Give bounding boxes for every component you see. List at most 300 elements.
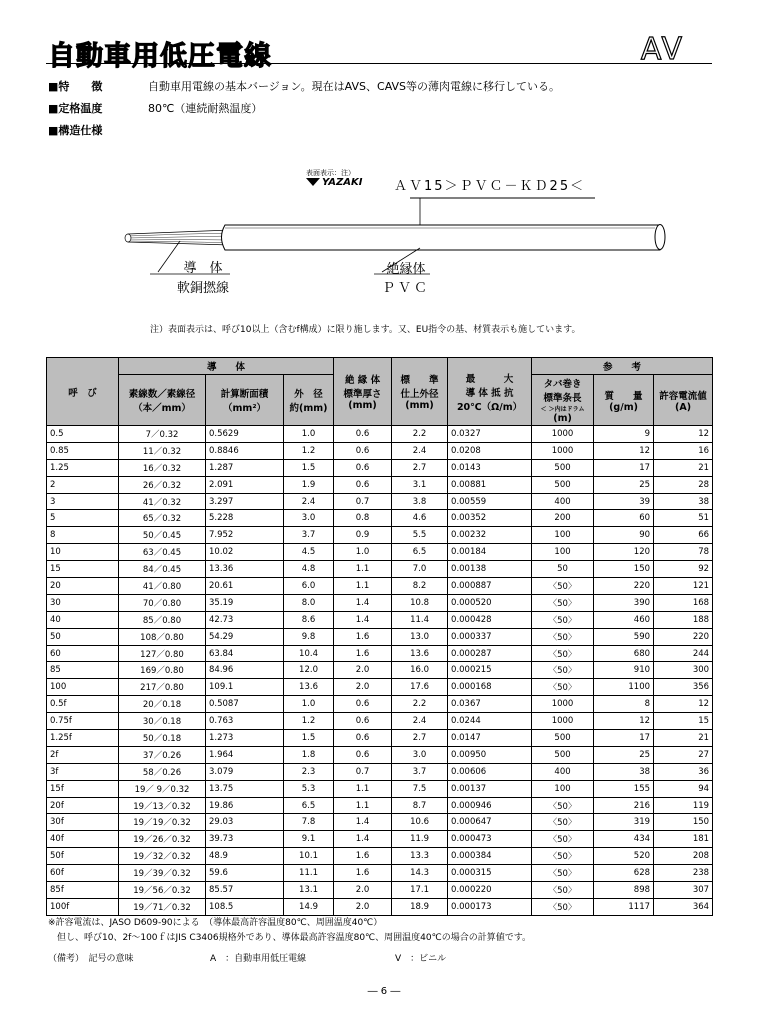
table-row bbox=[47, 645, 713, 662]
table-cell: 8.0 bbox=[284, 594, 334, 611]
insulation-label: 絶縁体 bbox=[386, 262, 426, 277]
table-cell: 35.19 bbox=[206, 594, 284, 611]
table-cell: 85.57 bbox=[206, 882, 284, 899]
table-cell: 〈50〉 bbox=[532, 865, 594, 882]
table-cell: 21 bbox=[654, 730, 713, 747]
table-row bbox=[47, 544, 713, 561]
table-cell: 2.4 bbox=[284, 493, 334, 510]
table-cell: 92 bbox=[654, 561, 713, 578]
table-cell: 2.0 bbox=[334, 898, 392, 915]
table-cell: 13.6 bbox=[284, 679, 334, 696]
table-cell: 1000 bbox=[532, 696, 594, 713]
table-cell: 1117 bbox=[594, 898, 654, 915]
table-cell: 0.6 bbox=[334, 746, 392, 763]
table-cell: 100 bbox=[532, 544, 594, 561]
header-finished-od: 標 準 仕上外径 (mm) bbox=[392, 358, 448, 426]
table-cell: 1.25f bbox=[47, 730, 119, 747]
table-cell: 0.6 bbox=[334, 713, 392, 730]
table-cell: 13.36 bbox=[206, 561, 284, 578]
yazaki-mark-icon bbox=[306, 178, 320, 186]
marking-label: 表面表示：注） bbox=[306, 169, 355, 177]
table-cell: 13.75 bbox=[206, 780, 284, 797]
table-cell: 1.4 bbox=[334, 594, 392, 611]
table-cell: 0.000473 bbox=[448, 831, 532, 848]
table-cell: 13.1 bbox=[284, 882, 334, 899]
table-row bbox=[47, 578, 713, 595]
table-row bbox=[47, 459, 713, 476]
table-cell: 0.00950 bbox=[448, 746, 532, 763]
table-cell: 0.5087 bbox=[206, 696, 284, 713]
table-cell: 1.6 bbox=[334, 848, 392, 865]
table-cell: 〈50〉 bbox=[532, 814, 594, 831]
table-row bbox=[47, 527, 713, 544]
table-cell: 1100 bbox=[594, 679, 654, 696]
structure-label: ■構造仕様 bbox=[48, 124, 103, 137]
table-cell: 3.297 bbox=[206, 493, 284, 510]
table-cell: 400 bbox=[532, 493, 594, 510]
table-cell: 680 bbox=[594, 645, 654, 662]
table-cell: 19／39／0.32 bbox=[119, 865, 206, 882]
table-cell: 2.0 bbox=[334, 882, 392, 899]
table-cell: 59.6 bbox=[206, 865, 284, 882]
table-cell: 58／0.26 bbox=[119, 763, 206, 780]
table-cell: 127／0.80 bbox=[119, 645, 206, 662]
table-cell: 48.9 bbox=[206, 848, 284, 865]
table-cell: 0.00881 bbox=[448, 476, 532, 493]
table-cell: 1.1 bbox=[334, 578, 392, 595]
table-cell: 1000 bbox=[532, 442, 594, 459]
table-cell: 2.4 bbox=[392, 442, 448, 459]
header-reference: 参 考 bbox=[532, 358, 713, 375]
table-cell: 19／19／0.32 bbox=[119, 814, 206, 831]
table-cell: 9.8 bbox=[284, 628, 334, 645]
table-row bbox=[47, 510, 713, 527]
table-cell: 30／0.18 bbox=[119, 713, 206, 730]
table-cell: 8.7 bbox=[392, 797, 448, 814]
table-cell: 0.6 bbox=[334, 426, 392, 443]
table-cell: 4.8 bbox=[284, 561, 334, 578]
table-row bbox=[47, 814, 713, 831]
table-cell: 0.6 bbox=[334, 730, 392, 747]
table-cell: 〈50〉 bbox=[532, 831, 594, 848]
table-cell: 0.0367 bbox=[448, 696, 532, 713]
table-cell: 1.1 bbox=[334, 797, 392, 814]
table-cell: 217／0.80 bbox=[119, 679, 206, 696]
table-cell: 30f bbox=[47, 814, 119, 831]
table-cell: 10.8 bbox=[392, 594, 448, 611]
table-cell: 18.9 bbox=[392, 898, 448, 915]
legend-v: V ：ビニル bbox=[395, 954, 447, 964]
table-cell: 0.6 bbox=[334, 459, 392, 476]
table-cell: 10.1 bbox=[284, 848, 334, 865]
table-cell: 36 bbox=[654, 763, 713, 780]
table-cell: 〈50〉 bbox=[532, 882, 594, 899]
table-cell: 1.2 bbox=[284, 713, 334, 730]
table-cell: 364 bbox=[654, 898, 713, 915]
table-cell: 20.61 bbox=[206, 578, 284, 595]
table-row bbox=[47, 780, 713, 797]
marking-note: 注）表面表示は、呼び10以上（含むf構成）に限り施します。又、EU指令の基、材質表示も施しています。 bbox=[150, 325, 581, 335]
table-cell: 7.8 bbox=[284, 814, 334, 831]
footnote-exception: 但し、呼び10、2f～100ｆはJIS C3406規格外であり、導体最高許容温度80℃、周囲温度40℃の場合の計算値です。 bbox=[48, 933, 531, 943]
table-row bbox=[47, 442, 713, 459]
table-cell: 0.763 bbox=[206, 713, 284, 730]
table-cell: 60 bbox=[47, 645, 119, 662]
table-cell: 70／0.80 bbox=[119, 594, 206, 611]
table-cell: 5.228 bbox=[206, 510, 284, 527]
table-cell: 100f bbox=[47, 898, 119, 915]
table-cell: 50 bbox=[532, 561, 594, 578]
table-row bbox=[47, 848, 713, 865]
table-cell: 2.0 bbox=[334, 679, 392, 696]
table-cell: 168 bbox=[654, 594, 713, 611]
table-cell: 25 bbox=[594, 746, 654, 763]
table-cell: 12 bbox=[654, 426, 713, 443]
table-cell: 12 bbox=[654, 696, 713, 713]
table-cell: 1.273 bbox=[206, 730, 284, 747]
table-cell: 27 bbox=[654, 746, 713, 763]
table-cell: 3.8 bbox=[392, 493, 448, 510]
table-cell: 5.5 bbox=[392, 527, 448, 544]
table-cell: 1.1 bbox=[334, 780, 392, 797]
table-cell: 〈50〉 bbox=[532, 645, 594, 662]
rated-temp-value: 80℃（連続耐熱温度） bbox=[148, 102, 263, 115]
table-cell: 〈50〉 bbox=[532, 628, 594, 645]
table-cell: 7.0 bbox=[392, 561, 448, 578]
table-cell: 〈50〉 bbox=[532, 898, 594, 915]
table-cell: 0.00559 bbox=[448, 493, 532, 510]
table-cell: 0.000337 bbox=[448, 628, 532, 645]
table-cell: 〈50〉 bbox=[532, 662, 594, 679]
table-cell: 1.0 bbox=[334, 544, 392, 561]
table-cell: 60 bbox=[594, 510, 654, 527]
feature-value: 自動車用電線の基本バージョン。現在はAVS、CAVS等の薄肉電線に移行している。 bbox=[148, 80, 561, 93]
table-cell: 188 bbox=[654, 611, 713, 628]
header-length: タバ巻き 標準条長 ＜ ＞内はドラム (m) bbox=[532, 375, 594, 426]
table-row bbox=[47, 679, 713, 696]
table-cell: 400 bbox=[532, 763, 594, 780]
table-cell: 11.9 bbox=[392, 831, 448, 848]
table-cell: 〈50〉 bbox=[532, 578, 594, 595]
conductor-type: 軟銅撚線 bbox=[176, 281, 229, 296]
rated-temp-label: ■定格温度 bbox=[48, 102, 103, 115]
table-cell: 0.0244 bbox=[448, 713, 532, 730]
table-cell: 7.952 bbox=[206, 527, 284, 544]
table-row bbox=[47, 882, 713, 899]
table-cell: 38 bbox=[654, 493, 713, 510]
table-cell: 1.0 bbox=[284, 426, 334, 443]
table-cell: 2.3 bbox=[284, 763, 334, 780]
table-row bbox=[47, 594, 713, 611]
page-number: ― 6 ― bbox=[367, 986, 401, 997]
table-cell: 0.000384 bbox=[448, 848, 532, 865]
table-cell: 〈50〉 bbox=[532, 594, 594, 611]
table-cell: 108／0.80 bbox=[119, 628, 206, 645]
table-cell: 50／0.18 bbox=[119, 730, 206, 747]
table-cell: 〈50〉 bbox=[532, 611, 594, 628]
table-cell: 0.000220 bbox=[448, 882, 532, 899]
table-cell: 〈50〉 bbox=[532, 797, 594, 814]
header-insulation: 絶 縁 体 標準厚さ (mm) bbox=[334, 358, 392, 426]
legend-label: （備考） 記号の意味 bbox=[48, 954, 134, 964]
table-cell: 50／0.45 bbox=[119, 527, 206, 544]
table-cell: 1.8 bbox=[284, 746, 334, 763]
table-cell: 15f bbox=[47, 780, 119, 797]
table-cell: 500 bbox=[532, 476, 594, 493]
table-cell: 19／ 9／0.32 bbox=[119, 780, 206, 797]
table-cell: 3.079 bbox=[206, 763, 284, 780]
table-cell: 0.5f bbox=[47, 696, 119, 713]
table-cell: 0.0208 bbox=[448, 442, 532, 459]
table-cell: 1.4 bbox=[334, 611, 392, 628]
table-cell: 10 bbox=[47, 544, 119, 561]
table-row bbox=[47, 696, 713, 713]
table-cell: 3.7 bbox=[284, 527, 334, 544]
table-cell: 41／0.80 bbox=[119, 578, 206, 595]
table-cell: 0.0143 bbox=[448, 459, 532, 476]
table-cell: 11.1 bbox=[284, 865, 334, 882]
table-cell: 41／0.32 bbox=[119, 493, 206, 510]
table-cell: 500 bbox=[532, 459, 594, 476]
table-cell: 3 bbox=[47, 493, 119, 510]
table-cell: 2 bbox=[47, 476, 119, 493]
feature-label: ■特 徴 bbox=[48, 80, 103, 93]
table-cell: 39.73 bbox=[206, 831, 284, 848]
table-cell: 0.0327 bbox=[448, 426, 532, 443]
table-cell: 0.000520 bbox=[448, 594, 532, 611]
table-cell: 0.00352 bbox=[448, 510, 532, 527]
table-cell: 19／32／0.32 bbox=[119, 848, 206, 865]
table-cell: 0.000428 bbox=[448, 611, 532, 628]
table-cell: 50 bbox=[47, 628, 119, 645]
table-cell: 121 bbox=[654, 578, 713, 595]
table-cell: 181 bbox=[654, 831, 713, 848]
table-cell: 520 bbox=[594, 848, 654, 865]
table-cell: 0.6 bbox=[334, 476, 392, 493]
table-cell: 1.964 bbox=[206, 746, 284, 763]
table-cell: 0.00184 bbox=[448, 544, 532, 561]
table-row bbox=[47, 713, 713, 730]
table-cell: 120 bbox=[594, 544, 654, 561]
table-cell: 94 bbox=[654, 780, 713, 797]
table-cell: 1.4 bbox=[334, 814, 392, 831]
table-row bbox=[47, 730, 713, 747]
table-cell: 590 bbox=[594, 628, 654, 645]
table-cell: 66 bbox=[654, 527, 713, 544]
table-row bbox=[47, 493, 713, 510]
table-cell: 9 bbox=[594, 426, 654, 443]
table-cell: 5 bbox=[47, 510, 119, 527]
table-cell: 4.5 bbox=[284, 544, 334, 561]
table-cell: 0.75f bbox=[47, 713, 119, 730]
table-cell: 220 bbox=[654, 628, 713, 645]
table-cell: 0.000287 bbox=[448, 645, 532, 662]
table-cell: 0.000315 bbox=[448, 865, 532, 882]
table-cell: 13.3 bbox=[392, 848, 448, 865]
table-cell: 6.0 bbox=[284, 578, 334, 595]
table-cell: 4.6 bbox=[392, 510, 448, 527]
table-cell: 3f bbox=[47, 763, 119, 780]
table-row bbox=[47, 746, 713, 763]
table-cell: 17 bbox=[594, 730, 654, 747]
product-code: AV bbox=[640, 32, 684, 67]
table-cell: 12 bbox=[594, 442, 654, 459]
table-cell: 30 bbox=[47, 594, 119, 611]
table-cell: 100 bbox=[532, 780, 594, 797]
table-cell: 39 bbox=[594, 493, 654, 510]
table-row bbox=[47, 611, 713, 628]
table-cell: 119 bbox=[654, 797, 713, 814]
table-cell: 37／0.26 bbox=[119, 746, 206, 763]
header-resistance: 最 大 導 体 抵 抗 20℃（Ω/m） bbox=[448, 358, 532, 426]
table-cell: 2.7 bbox=[392, 459, 448, 476]
table-cell: 63.84 bbox=[206, 645, 284, 662]
table-cell: 0.000647 bbox=[448, 814, 532, 831]
table-cell: 60f bbox=[47, 865, 119, 882]
table-cell: 2.2 bbox=[392, 696, 448, 713]
title-rule bbox=[46, 63, 712, 64]
table-cell: 17.1 bbox=[392, 882, 448, 899]
table-cell: 0.00137 bbox=[448, 780, 532, 797]
table-cell: 100 bbox=[532, 527, 594, 544]
table-cell: 8 bbox=[47, 527, 119, 544]
table-cell: 0.000946 bbox=[448, 797, 532, 814]
table-cell: 0.7 bbox=[334, 493, 392, 510]
table-cell: 0.5629 bbox=[206, 426, 284, 443]
table-cell: 2f bbox=[47, 746, 119, 763]
table-cell: 0.00232 bbox=[448, 527, 532, 544]
table-cell: 84.96 bbox=[206, 662, 284, 679]
table-cell: 20f bbox=[47, 797, 119, 814]
header-od: 外 径 約(mm) bbox=[284, 375, 334, 426]
table-cell: 19／56／0.32 bbox=[119, 882, 206, 899]
header-strands: 素線数／素線径 （本／mm） bbox=[119, 375, 206, 426]
table-cell: 1.6 bbox=[334, 628, 392, 645]
table-cell: 6.5 bbox=[284, 797, 334, 814]
table-cell: 169／0.80 bbox=[119, 662, 206, 679]
table-cell: 1000 bbox=[532, 713, 594, 730]
table-cell: 0.6 bbox=[334, 696, 392, 713]
table-cell: 84／0.45 bbox=[119, 561, 206, 578]
table-cell: 1.6 bbox=[334, 645, 392, 662]
table-cell: 50f bbox=[47, 848, 119, 865]
table-cell: 500 bbox=[532, 730, 594, 747]
table-cell: 0.00138 bbox=[448, 561, 532, 578]
table-cell: 42.73 bbox=[206, 611, 284, 628]
table-cell: 9.1 bbox=[284, 831, 334, 848]
table-cell: 63／0.45 bbox=[119, 544, 206, 561]
table-cell: 238 bbox=[654, 865, 713, 882]
table-cell: 1000 bbox=[532, 426, 594, 443]
table-cell: 28 bbox=[654, 476, 713, 493]
table-cell: 85f bbox=[47, 882, 119, 899]
table-cell: 19／71／0.32 bbox=[119, 898, 206, 915]
table-row bbox=[47, 797, 713, 814]
table-cell: 460 bbox=[594, 611, 654, 628]
table-cell: 1.0 bbox=[284, 696, 334, 713]
header-current: 許容電流値 (A) bbox=[654, 375, 713, 426]
table-cell: 0.9 bbox=[334, 527, 392, 544]
table-cell: 54.29 bbox=[206, 628, 284, 645]
table-cell: 1.5 bbox=[284, 459, 334, 476]
table-cell: 108.5 bbox=[206, 898, 284, 915]
header-area: 計算断面積 （mm²） bbox=[206, 375, 284, 426]
header-call: 呼 び bbox=[47, 358, 119, 426]
table-cell: 155 bbox=[594, 780, 654, 797]
table-cell: 3.1 bbox=[392, 476, 448, 493]
table-cell: 0.000173 bbox=[448, 898, 532, 915]
table-cell: 3.0 bbox=[392, 746, 448, 763]
table-cell: 90 bbox=[594, 527, 654, 544]
table-cell: 16／0.32 bbox=[119, 459, 206, 476]
table-cell: 14.3 bbox=[392, 865, 448, 882]
table-cell: 100 bbox=[47, 679, 119, 696]
table-cell: 356 bbox=[654, 679, 713, 696]
header-mass: 質 量 (g/m) bbox=[594, 375, 654, 426]
spec-table bbox=[46, 357, 713, 916]
table-cell: 〈50〉 bbox=[532, 679, 594, 696]
page-title: 自動車用低圧電線 bbox=[48, 41, 272, 72]
surface-marking: ＡＶ15＞ＰＶＣ－ＫＤ25＜ bbox=[394, 179, 586, 194]
table-cell: 8 bbox=[594, 696, 654, 713]
table-cell: 20 bbox=[47, 578, 119, 595]
table-cell: 38 bbox=[594, 763, 654, 780]
yazaki-logo: YAZAKI bbox=[306, 177, 362, 188]
insulation-type: ＰＶＣ bbox=[381, 281, 430, 296]
table-cell: 7.5 bbox=[392, 780, 448, 797]
table-cell: 15 bbox=[47, 561, 119, 578]
table-row bbox=[47, 561, 713, 578]
table-row bbox=[47, 628, 713, 645]
conductor-label: 導 体 bbox=[183, 261, 223, 276]
table-cell: 14.9 bbox=[284, 898, 334, 915]
table-cell: 11.4 bbox=[392, 611, 448, 628]
table-cell: 150 bbox=[594, 561, 654, 578]
table-cell: 0.85 bbox=[47, 442, 119, 459]
table-cell: 319 bbox=[594, 814, 654, 831]
table-cell: 300 bbox=[654, 662, 713, 679]
table-cell: 40 bbox=[47, 611, 119, 628]
table-cell: 5.3 bbox=[284, 780, 334, 797]
table-cell: 0.8 bbox=[334, 510, 392, 527]
table-cell: 78 bbox=[654, 544, 713, 561]
table-row bbox=[47, 426, 713, 443]
table-cell: 216 bbox=[594, 797, 654, 814]
table-cell: 85 bbox=[47, 662, 119, 679]
table-cell: 208 bbox=[654, 848, 713, 865]
table-cell: 19／13／0.32 bbox=[119, 797, 206, 814]
table-cell: 8.2 bbox=[392, 578, 448, 595]
table-cell: 0.6 bbox=[334, 442, 392, 459]
table-cell: 3.7 bbox=[392, 763, 448, 780]
table-cell: 1.4 bbox=[334, 831, 392, 848]
table-cell: 25 bbox=[594, 476, 654, 493]
table-cell: 16 bbox=[654, 442, 713, 459]
table-cell: 16.0 bbox=[392, 662, 448, 679]
table-cell: 0.000887 bbox=[448, 578, 532, 595]
table-cell: 109.1 bbox=[206, 679, 284, 696]
table-cell: 12.0 bbox=[284, 662, 334, 679]
table-cell: 1.1 bbox=[334, 561, 392, 578]
table-cell: 65／0.32 bbox=[119, 510, 206, 527]
table-cell: 15 bbox=[654, 713, 713, 730]
table-row bbox=[47, 831, 713, 848]
table-cell: 40f bbox=[47, 831, 119, 848]
table-cell: 20／0.18 bbox=[119, 696, 206, 713]
table-cell: 0.5 bbox=[47, 426, 119, 443]
table-cell: 8.6 bbox=[284, 611, 334, 628]
table-cell: 390 bbox=[594, 594, 654, 611]
